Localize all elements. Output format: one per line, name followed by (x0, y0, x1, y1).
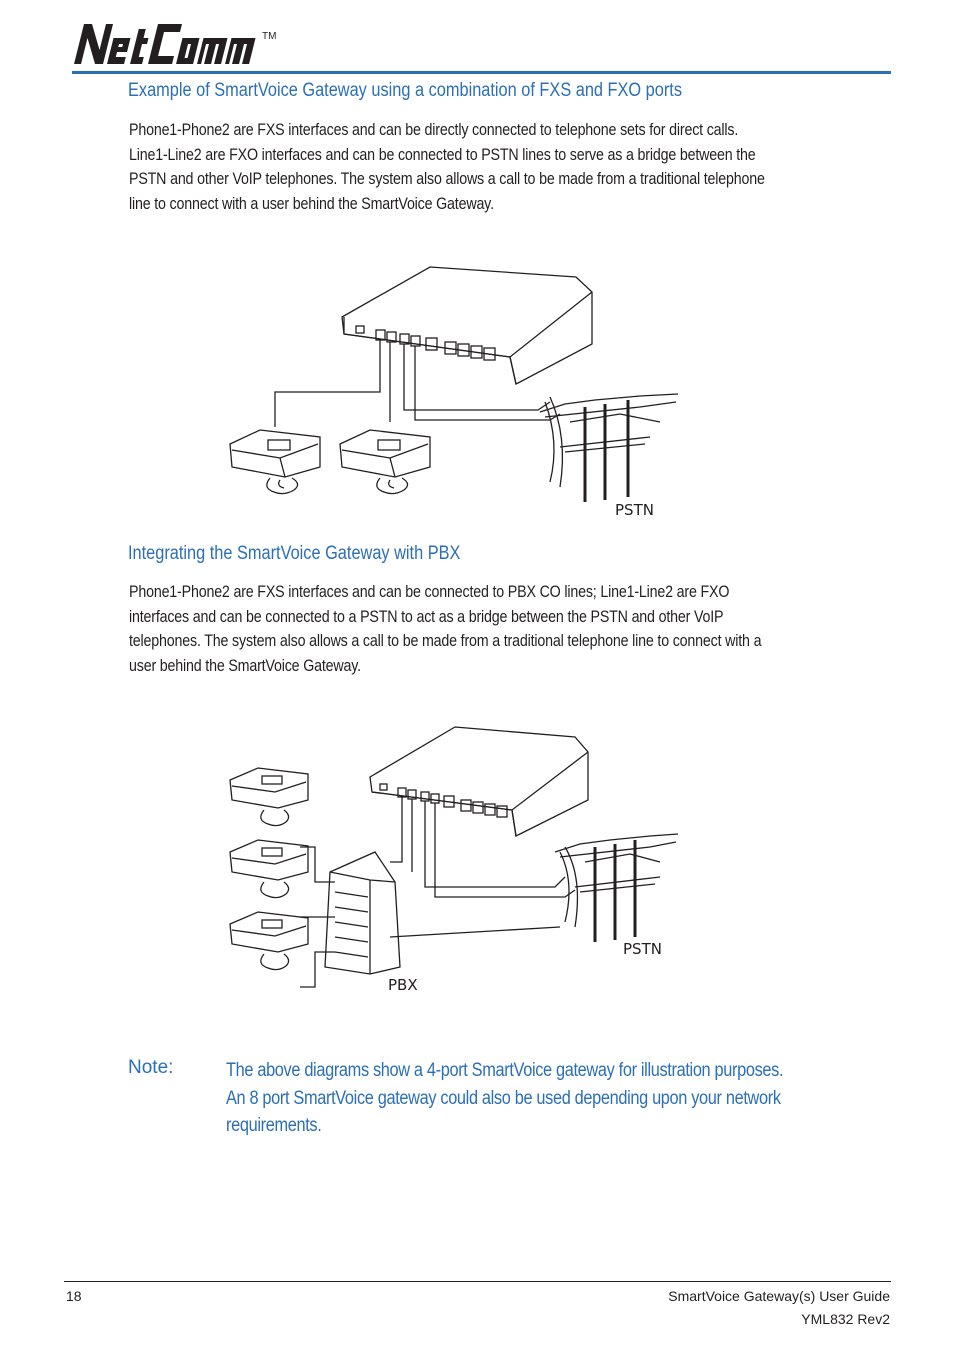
pstn-label: PSTN (615, 501, 654, 519)
diagram-fxs-fxo (220, 262, 690, 524)
diagram-pbx (220, 722, 690, 1042)
gateway-device-icon (370, 727, 588, 836)
telephone-icon (230, 430, 320, 494)
telephone-icon (230, 912, 308, 970)
paragraph-line: Phone1-Phone2 are FXS interfaces and can be directly connected to telephone sets for direct calls. (129, 121, 739, 139)
pstn-poles-icon (540, 394, 678, 502)
telephone-icon (340, 430, 430, 494)
section2-paragraph (129, 580, 889, 678)
footer-revision: YML832 Rev2 (801, 1311, 890, 1327)
footer-rule (64, 1281, 891, 1282)
page-number: 18 (66, 1288, 82, 1304)
telephone-icon (230, 768, 308, 826)
pstn-poles-icon (555, 834, 678, 942)
paragraph-line: Phone1-Phone2 are FXS interfaces and can be connected to PBX CO lines; Line1-Line2 are FXO (129, 583, 730, 601)
note-line: The above diagrams show a 4-port SmartVoice gateway for illustration purposes. (226, 1060, 784, 1081)
telephone-icon (230, 840, 308, 898)
header-rule (72, 71, 891, 74)
section1-paragraph (129, 118, 889, 216)
paragraph-line: line to connect with a user behind the SmartVoice Gateway. (129, 194, 494, 213)
section-heading-fxs-fxo: Example of SmartVoice Gateway using a combination of FXS and FXO ports (128, 80, 683, 101)
note-line: An 8 port SmartVoice gateway could also be used depending upon your network (226, 1087, 781, 1109)
paragraph-line: telephones. The system also allows a call to be made from a traditional telephone line to connect with a (129, 632, 762, 651)
paragraph-line: user behind the SmartVoice Gateway. (129, 656, 361, 675)
trademark-mark: TM (262, 31, 277, 42)
netcomm-logo (64, 16, 294, 76)
pbx-label: PBX (388, 976, 418, 994)
note-label: Note: (128, 1057, 174, 1078)
paragraph-line: PSTN and other VoIP telephones. The system also allows a call to be made from a traditional telephone (129, 170, 765, 189)
footer-title: SmartVoice Gateway(s) User Guide (668, 1288, 890, 1304)
pstn-label: PSTN (623, 940, 662, 958)
pbx-icon (325, 852, 400, 974)
note-text (226, 1057, 906, 1140)
paragraph-line: Line1-Line2 are FXO interfaces and can be connected to PSTN lines to serve as a bridge between the (129, 145, 756, 164)
paragraph-line: interfaces and can be connected to a PSTN to act as a bridge between the PSTN and other VoIP (129, 607, 724, 626)
note-line: requirements. (226, 1115, 322, 1136)
section-heading-pbx: Integrating the SmartVoice Gateway with PBX (128, 543, 461, 564)
